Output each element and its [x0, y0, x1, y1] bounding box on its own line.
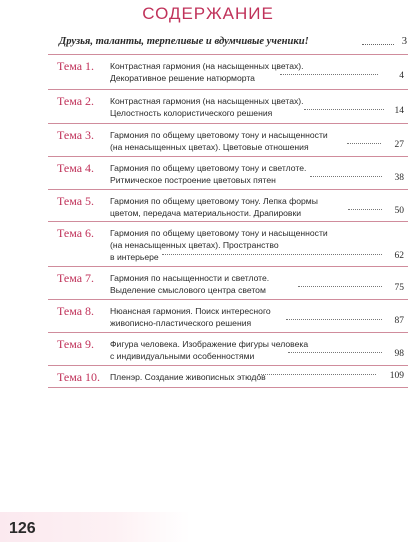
dot-leader [347, 142, 381, 144]
page-number-ref: 38 [394, 173, 404, 183]
topic-description: Гармония по общему цветовому тону и насыщенности (на ненасыщенных цветах). Цветовые отношения [110, 130, 328, 152]
dot-leader [162, 253, 382, 255]
page-number-ref: 75 [394, 283, 404, 293]
topic-description: Фигура человека. Изображение фигуры человека с индивидуальными особенностями [110, 339, 309, 361]
topic-label: Тема 8. [57, 304, 95, 318]
dot-leader [258, 373, 376, 375]
topic-description: Контрастная гармония (на насыщенных цветах). Декоративное решение натюрморта [110, 61, 304, 83]
toc-entry-topic-3[interactable] [48, 124, 408, 156]
page-title: СОДЕРЖАНИЕ [142, 4, 274, 23]
divider [48, 387, 408, 388]
page-number-ref: 4 [399, 71, 404, 81]
intro-text: Друзья, таланты, терпеливые и вдумчивые ученики! [59, 36, 309, 47]
toc-entry-topic-4[interactable] [48, 157, 408, 189]
dot-leader [310, 175, 382, 177]
toc-entry-topic-10[interactable] [48, 366, 408, 388]
toc-entry-topic-8[interactable] [48, 300, 408, 332]
page-number: 126 [9, 520, 36, 537]
dot-leader [304, 108, 384, 110]
toc-entry-topic-1[interactable] [48, 55, 408, 89]
page-number-ref: 98 [394, 349, 404, 359]
topic-label: Тема 2. [57, 94, 95, 108]
topic-description: Гармония по общему цветовому тону и светлоте. Ритмическое построение цветовых пятен [110, 163, 307, 185]
dot-leader [362, 37, 394, 45]
topic-description: Гармония по общему цветовому тону. Лепка формы цветом, передача материальности. Драпировки [110, 196, 318, 218]
toc-entry-topic-5[interactable] [48, 190, 408, 221]
dot-leader [288, 351, 382, 353]
dot-leader [280, 73, 378, 75]
page-number-ref: 27 [394, 140, 404, 150]
topic-description: Гармония по общему цветовому тону и насыщенности (на ненасыщенных цветах). Пространство в интерьере [110, 228, 328, 262]
topic-description: Гармония по насыщенности и светлоте. Выделение смыслового центра светом [110, 273, 270, 295]
topic-description: Пленэр. Создание живописных этюдов [110, 372, 266, 382]
topic-label: Тема 3. [57, 128, 95, 142]
page-number-ref: 50 [394, 206, 404, 216]
page-number-ref: 62 [394, 251, 404, 261]
page-number-ref: 87 [394, 316, 404, 326]
toc-entry-topic-6[interactable] [48, 222, 408, 266]
toc-entry-topic-9[interactable] [48, 333, 408, 365]
topic-label: Тема 6. [57, 226, 95, 240]
topic-description: Нюансная гармония. Поиск интересного живописно-пластического решения [110, 306, 271, 328]
dot-leader [286, 318, 382, 320]
topic-label: Тема 7. [57, 271, 95, 285]
topic-description: Контрастная гармония (на насыщенных цветах). Целостность колористического решения [110, 96, 304, 118]
topic-label: Тема 4. [57, 161, 95, 175]
intro-entry[interactable] [57, 32, 412, 54]
toc-entry-topic-7[interactable] [48, 267, 408, 299]
topic-label: Тема 5. [57, 194, 95, 208]
page-number-ref: 3 [401, 36, 407, 47]
page-number-ref: 14 [394, 106, 404, 116]
topic-label: Тема 9. [57, 337, 95, 351]
topic-label: Тема 10. [57, 370, 101, 384]
topic-label: Тема 1. [57, 59, 95, 73]
page-number-ref: 109 [389, 371, 404, 381]
dot-leader [348, 208, 382, 210]
dot-leader [298, 285, 382, 287]
toc-entry-topic-2[interactable] [48, 90, 408, 124]
